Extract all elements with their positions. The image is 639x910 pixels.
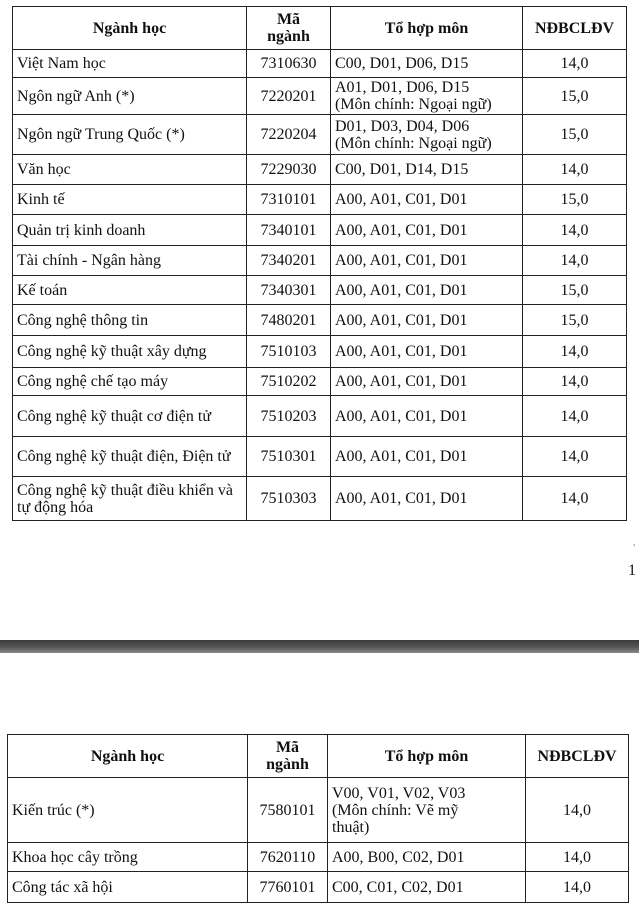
subjects-line: A00, B00, C02, D01: [332, 848, 465, 866]
table-row: [8, 778, 629, 843]
cell-major: Công nghệ thông tin: [13, 305, 247, 336]
table-row: [13, 246, 627, 276]
cell-code: 7310101: [247, 185, 331, 215]
subjects-line: (Môn chính: Ngoại ngữ): [335, 134, 492, 152]
table-row: [13, 396, 627, 437]
header-subjects: Tổ hợp môn: [331, 7, 523, 50]
subjects-line: A00, A01, C01, D01: [335, 448, 468, 465]
subjects-line: A00, A01, C01, D01: [335, 373, 468, 390]
subjects-line: A00, A01, C01, D01: [335, 343, 468, 360]
cell-code: 7510103: [247, 336, 331, 368]
cell-score: 14,0: [526, 872, 629, 903]
cell-major: Ngôn ngữ Anh (*): [13, 78, 247, 115]
cell-major: Công nghệ kỹ thuật điện, Điện tử: [13, 437, 247, 477]
subjects-line: A01, D01, D06, D15: [335, 79, 470, 96]
cell-score: 15,0: [523, 305, 627, 336]
cell-subjects: [331, 215, 523, 246]
cell-score: 14,0: [523, 336, 627, 368]
cell-subjects: [331, 185, 523, 215]
table-row: [13, 115, 627, 155]
subjects-line: C00, D01, D14, D15: [335, 161, 469, 178]
cell-code: 7480201: [247, 305, 331, 336]
subjects-line: (Môn chính: Vẽ mỹ: [332, 801, 459, 819]
table-row: [13, 155, 627, 185]
cell-code: 7580101: [248, 778, 328, 843]
subjects-line: A00, A01, C01, D01: [335, 252, 468, 269]
subjects-line: A00, A01, C01, D01: [335, 281, 468, 299]
cell-score: 15,0: [523, 115, 627, 155]
cell-score: 14,0: [526, 778, 629, 843]
header-code: Mã ngành: [247, 7, 331, 50]
cell-code: 7310630: [247, 50, 331, 78]
cell-subjects: [331, 155, 523, 185]
cell-subjects: [331, 477, 523, 521]
subjects-line: C00, D01, D06, D15: [335, 55, 469, 72]
admission-table-1: [12, 6, 627, 521]
cell-subjects: [331, 336, 523, 368]
page-number: 1: [628, 562, 636, 579]
subjects-line: C00, C01, C02, D01: [332, 878, 464, 896]
cell-code: 7620110: [248, 843, 328, 872]
cell-major: Công tác xã hội: [8, 872, 248, 903]
cell-major: Công nghệ kỹ thuật cơ điện tử: [13, 396, 247, 437]
header-score: NĐBCLĐV: [526, 735, 629, 778]
cell-major: Khoa học cây trồng: [8, 843, 248, 872]
cell-code: 7340201: [247, 246, 331, 276]
cell-subjects: [331, 276, 523, 305]
table-row: [13, 437, 627, 477]
table-row: [13, 185, 627, 215]
table-row: [13, 276, 627, 305]
table-row: [8, 872, 629, 903]
cell-subjects: [328, 843, 526, 872]
cell-major: Việt Nam học: [13, 50, 247, 78]
cell-code: 7510202: [247, 368, 331, 396]
page-separator: [0, 640, 639, 653]
subjects-line: thuật): [332, 818, 370, 836]
table-body-1: [13, 50, 627, 521]
cell-code: 7510203: [247, 396, 331, 437]
table-row: [13, 78, 627, 115]
header-code: Mã ngành: [248, 735, 328, 778]
cell-score: 14,0: [523, 396, 627, 437]
table-row: [8, 843, 629, 872]
cell-subjects: [331, 246, 523, 276]
header-major: Ngành học: [13, 7, 247, 50]
page-2: [0, 653, 639, 910]
cell-code: 7229030: [247, 155, 331, 185]
admission-table-2: [7, 734, 629, 903]
cell-major: Kế toán: [13, 276, 247, 305]
cell-subjects: [331, 115, 523, 155]
cell-score: 14,0: [523, 368, 627, 396]
subjects-line: D01, D03, D04, D06: [335, 117, 470, 135]
cell-score: 15,0: [523, 276, 627, 305]
cell-major: Công nghệ kỹ thuật xây dựng: [13, 336, 247, 368]
header-major: Ngành học: [8, 735, 248, 778]
table-row: [13, 477, 627, 521]
cell-score: 14,0: [523, 246, 627, 276]
cell-major: Quản trị kinh doanh: [13, 215, 247, 246]
subjects-line: A00, A01, C01, D01: [335, 311, 468, 329]
subjects-line: (Môn chính: Ngoại ngữ): [335, 96, 492, 113]
cell-subjects: [331, 78, 523, 115]
cell-score: 15,0: [523, 78, 627, 115]
cell-code: 7510303: [247, 477, 331, 521]
cell-score: 14,0: [526, 843, 629, 872]
cell-code: 7220201: [247, 78, 331, 115]
page-mark: ': [633, 543, 635, 554]
cell-score: 14,0: [523, 155, 627, 185]
cell-major: Văn học: [13, 155, 247, 185]
cell-subjects: [331, 396, 523, 437]
cell-code: 7340101: [247, 215, 331, 246]
cell-code: 7760101: [248, 872, 328, 903]
header-score: NĐBCLĐV: [523, 7, 627, 50]
cell-major: Ngôn ngữ Trung Quốc (*): [13, 115, 247, 155]
cell-subjects: [331, 437, 523, 477]
table-header-row: [13, 7, 627, 50]
cell-score: 15,0: [523, 185, 627, 215]
cell-code: 7220204: [247, 115, 331, 155]
table-header-row: [8, 735, 629, 778]
cell-major: Kiến trúc (*): [8, 778, 248, 843]
cell-subjects: [331, 50, 523, 78]
cell-subjects: [328, 778, 526, 843]
cell-major: Kinh tế: [13, 185, 247, 215]
cell-major: Công nghệ chế tạo máy: [13, 368, 247, 396]
table-row: [13, 336, 627, 368]
table-body-2: [8, 778, 629, 903]
subjects-line: A00, A01, C01, D01: [335, 407, 468, 425]
table-row: [13, 368, 627, 396]
table-row: [13, 215, 627, 246]
cell-major: Tài chính - Ngân hàng: [13, 246, 247, 276]
cell-code: 7510301: [247, 437, 331, 477]
subjects-line: A00, A01, C01, D01: [335, 191, 468, 208]
cell-score: 14,0: [523, 215, 627, 246]
cell-score: 14,0: [523, 477, 627, 521]
table-row: [13, 305, 627, 336]
subjects-line: A00, A01, C01, D01: [335, 490, 468, 507]
header-subjects: Tổ hợp môn: [328, 735, 526, 778]
cell-score: 14,0: [523, 50, 627, 78]
cell-subjects: [331, 305, 523, 336]
subjects-line: A00, A01, C01, D01: [335, 221, 468, 239]
cell-code: 7340301: [247, 276, 331, 305]
cell-major: Công nghệ kỹ thuật điều khiển và tự động hóa: [13, 477, 247, 521]
cell-score: 14,0: [523, 437, 627, 477]
cell-subjects: [331, 368, 523, 396]
cell-subjects: [328, 872, 526, 903]
table-row: [13, 50, 627, 78]
subjects-line: V00, V01, V02, V03: [332, 784, 466, 802]
